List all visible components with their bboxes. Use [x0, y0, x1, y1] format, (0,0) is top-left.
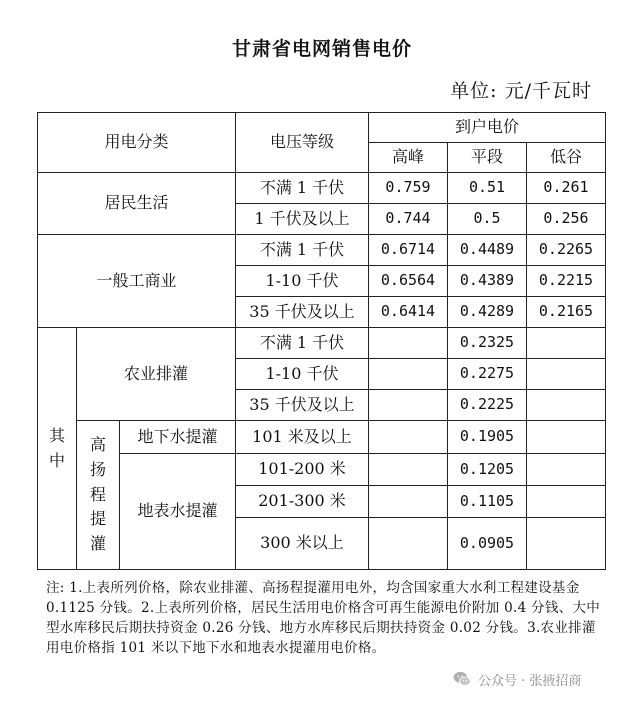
voltage-cell: 1-10 千伏 [236, 359, 369, 390]
valley-price-empty [527, 359, 606, 390]
valley-price: 0.2265 [527, 235, 606, 266]
voltage-cell: 不满 1 千伏 [236, 328, 369, 359]
footnote: 注: 1.上表所列价格，除农业排灌、高扬程提灌用电外，均含国家重大水利工程建设基金 0.1125 分钱。2.上表所列价格，居民生活用电价格含可再生能源电价附加 0.4 分钱、大中型水库移民后期扶持资金 0.26 分钱、地方水库移民后期扶持资金 0.02 分钱。3.农业排灌用电价格指 101 米以下地下水和地表水提灌用电价格。 [46, 580, 601, 656]
table-row [38, 421, 606, 454]
voltage-cell: 101 米及以上 [236, 421, 369, 454]
watermark [452, 668, 581, 690]
voltage-cell: 101-200 米 [236, 454, 369, 486]
flat-price: 0.1105 [448, 486, 527, 518]
peak-price-empty [369, 359, 448, 390]
flat-price: 0.5 [448, 204, 527, 235]
category-groundwater: 地下水提灌 [120, 421, 236, 454]
valley-price-empty [527, 390, 606, 421]
flat-price: 0.0905 [448, 518, 527, 570]
category-surface: 地表水提灌 [120, 454, 236, 570]
valley-price-empty [527, 454, 606, 486]
flat-price: 0.1205 [448, 454, 527, 486]
category-residential: 居民生活 [38, 173, 236, 235]
valley-price: 0.2215 [527, 266, 606, 297]
peak-price-empty [369, 390, 448, 421]
header-category: 用电分类 [38, 113, 236, 173]
category-commercial: 一般工商业 [38, 235, 236, 328]
flat-price: 0.4289 [448, 297, 527, 328]
peak-price-empty [369, 454, 448, 486]
unit-label: 单位: 元/千瓦时 [450, 80, 592, 102]
category-agri: 农业排灌 [77, 328, 236, 421]
category-including [38, 328, 77, 570]
voltage-cell: 35 千伏及以上 [236, 390, 369, 421]
header-flat: 平段 [448, 143, 527, 173]
header-price: 到户电价 [369, 113, 606, 143]
including-label: 其中 [48, 425, 65, 470]
peak-price: 0.744 [369, 204, 448, 235]
peak-price: 0.6564 [369, 266, 448, 297]
header-voltage: 电压等级 [236, 113, 369, 173]
voltage-cell: 1-10 千伏 [236, 266, 369, 297]
voltage-cell: 35 千伏及以上 [236, 297, 369, 328]
flat-price: 0.4389 [448, 266, 527, 297]
voltage-cell: 300 米以上 [236, 518, 369, 570]
peak-price-empty [369, 421, 448, 454]
voltage-cell: 201-300 米 [236, 486, 369, 518]
valley-price: 0.261 [527, 173, 606, 204]
watermark-text: 公众号 · 张掖招商 [478, 673, 582, 689]
valley-price-empty [527, 328, 606, 359]
category-high-lift [77, 421, 120, 570]
valley-price-empty [527, 518, 606, 570]
peak-price: 0.6714 [369, 235, 448, 266]
high-lift-label: 高扬程提灌 [89, 435, 106, 554]
valley-price: 0.256 [527, 204, 606, 235]
flat-price: 0.2325 [448, 328, 527, 359]
valley-price-empty [527, 486, 606, 518]
voltage-cell: 不满 1 千伏 [236, 173, 369, 204]
flat-price: 0.2275 [448, 359, 527, 390]
voltage-cell: 1 千伏及以上 [236, 204, 369, 235]
page-title: 甘肃省电网销售电价 [231, 38, 412, 60]
table-row [38, 328, 606, 359]
flat-price: 0.4489 [448, 235, 527, 266]
flat-price: 0.51 [448, 173, 527, 204]
peak-price-empty [369, 518, 448, 570]
table-row [38, 173, 606, 204]
valley-price: 0.2165 [527, 297, 606, 328]
peak-price: 0.6414 [369, 297, 448, 328]
header-peak: 高峰 [369, 143, 448, 173]
voltage-cell: 不满 1 千伏 [236, 235, 369, 266]
flat-price: 0.2225 [448, 390, 527, 421]
peak-price-empty [369, 486, 448, 518]
header-row [38, 113, 606, 143]
wechat-icon [452, 669, 472, 689]
price-table [37, 112, 606, 570]
table-row [38, 235, 606, 266]
table-row [38, 454, 606, 486]
peak-price: 0.759 [369, 173, 448, 204]
flat-price: 0.1905 [448, 421, 527, 454]
valley-price-empty [527, 421, 606, 454]
peak-price-empty [369, 328, 448, 359]
header-valley: 低谷 [527, 143, 606, 173]
